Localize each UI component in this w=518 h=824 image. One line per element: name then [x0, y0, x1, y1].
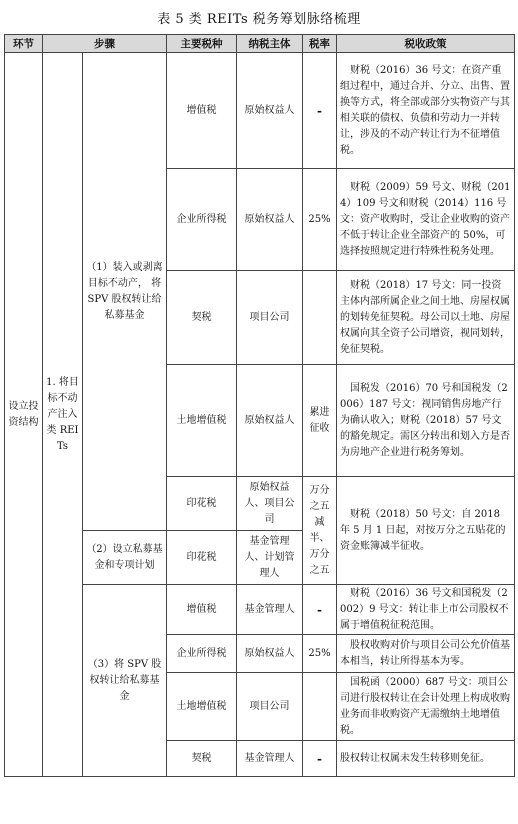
- header-rate: 税率: [303, 35, 337, 53]
- substep-a-cell: （1）装入或剥离目标不动产， 将 SPV 股权转让给私募基金: [83, 53, 167, 531]
- tax-type-cell: 增值税: [167, 53, 237, 169]
- rate-cell: [303, 271, 337, 365]
- table-title: 表 5 类 REITs 税务筹划脉络梳理: [157, 12, 361, 27]
- taxpayer-cell: 原始权益人: [237, 365, 303, 477]
- rate-cell: -: [303, 585, 337, 635]
- header-taxpayer: 纳税主体: [237, 35, 303, 53]
- tax-type-cell: 契税: [167, 271, 237, 365]
- policy-cell: 财税（2018）17 号文：同一投资主体内部所属企业之间土地、房屋权属的划转免征契税。母公司以土地、房屋权属向其全资子公司增资，视同划转，免征契税。: [337, 271, 515, 365]
- table-row: [5, 53, 515, 169]
- tax-type-cell: 企业所得税: [167, 635, 237, 673]
- tax-type-cell: 土地增值税: [167, 365, 237, 477]
- substep-b-cell: （2）设立私募基金和专项计划: [83, 531, 167, 585]
- taxpayer-cell: 基金管理人、计划管理人: [237, 531, 303, 585]
- reits-tax-table: [4, 34, 515, 777]
- taxpayer-cell: 项目公司: [237, 673, 303, 741]
- tax-type-cell: 增值税: [167, 585, 237, 635]
- rate-cell: -: [303, 53, 337, 169]
- policy-cell: 财税（2016）36 号文和国税发（2002）9 号文：转让非上市公司股权不属于增值税征税范围。: [337, 585, 515, 635]
- taxpayer-cell: 基金管理人: [237, 585, 303, 635]
- rate-cell: 25%: [303, 169, 337, 271]
- policy-cell: 股权转让权属未发生转移则免征。: [337, 741, 515, 777]
- policy-cell: 财税（2018）50 号文：自 2018 年 5 月 1 日起，对按万分之五贴花的资金账簿减半征收。: [337, 477, 515, 585]
- policy-cell: 财税（2016）36 号文：在资产重组过程中，通过合并、分立、出售、置换等方式，将全部或部分实物资产与其相关联的债权、负债和劳动力一并转让，涉及的不动产转让行为不征增值税。: [337, 53, 515, 169]
- policy-cell: 国税函（2000）687 号文：项目公司进行股权转让在会计处理上构成收购业务而非收购资产无需缴纳土地增值税。: [337, 673, 515, 741]
- rate-cell: 累进征收: [303, 365, 337, 477]
- rate-cell: [303, 673, 337, 741]
- substep-c-cell: （3）将 SPV 股权转让给私募基金: [83, 585, 167, 777]
- tax-type-cell: 企业所得税: [167, 169, 237, 271]
- taxpayer-cell: 原始权益人: [237, 53, 303, 169]
- policy-cell: 股权收购对价与项目公司公允价值基本相当，转让所得基本为零。: [337, 635, 515, 673]
- policy-cell: 财税（2009）59 号文、财税（2014）109 号文和财税（2014）116 号文：资产收购时，受让企业收购的资产不低于转让企业全部资产的 50%，可选择按照规定进行特殊性税务处理。: [337, 169, 515, 271]
- policy-cell: 国税发（2016）70 号和国税发（2006）187 号文：视同销售房地产行为确认收入；财税（2018）57 号文的豁免规定。需区分转出和划入方是否为房地产企业进行税务筹划。: [337, 365, 515, 477]
- rate-cell: 25%: [303, 635, 337, 673]
- taxpayer-cell: 原始权益人、项目公司: [237, 477, 303, 531]
- tax-type-cell: 印花税: [167, 477, 237, 531]
- header-policy: 税收政策: [337, 35, 515, 53]
- header-tax-type: 主要税种: [167, 35, 237, 53]
- step-cell: 1. 将目标不动产注入类 REITs: [43, 53, 83, 777]
- taxpayer-cell: 基金管理人: [237, 741, 303, 777]
- tax-type-cell: 土地增值税: [167, 673, 237, 741]
- rate-cell: -: [303, 741, 337, 777]
- header-steps: 步骤: [43, 35, 167, 53]
- taxpayer-cell: 原始权益人: [237, 169, 303, 271]
- rate-cell: 万分之五减半、万分之五: [303, 477, 337, 585]
- taxpayer-cell: 原始权益人: [237, 635, 303, 673]
- taxpayer-cell: 项目公司: [237, 271, 303, 365]
- tax-type-cell: 印花税: [167, 531, 237, 585]
- tax-type-cell: 契税: [167, 741, 237, 777]
- header-link: 环节: [5, 35, 43, 53]
- header-row: [5, 35, 515, 53]
- phase-cell: 设立投资结构: [5, 53, 43, 777]
